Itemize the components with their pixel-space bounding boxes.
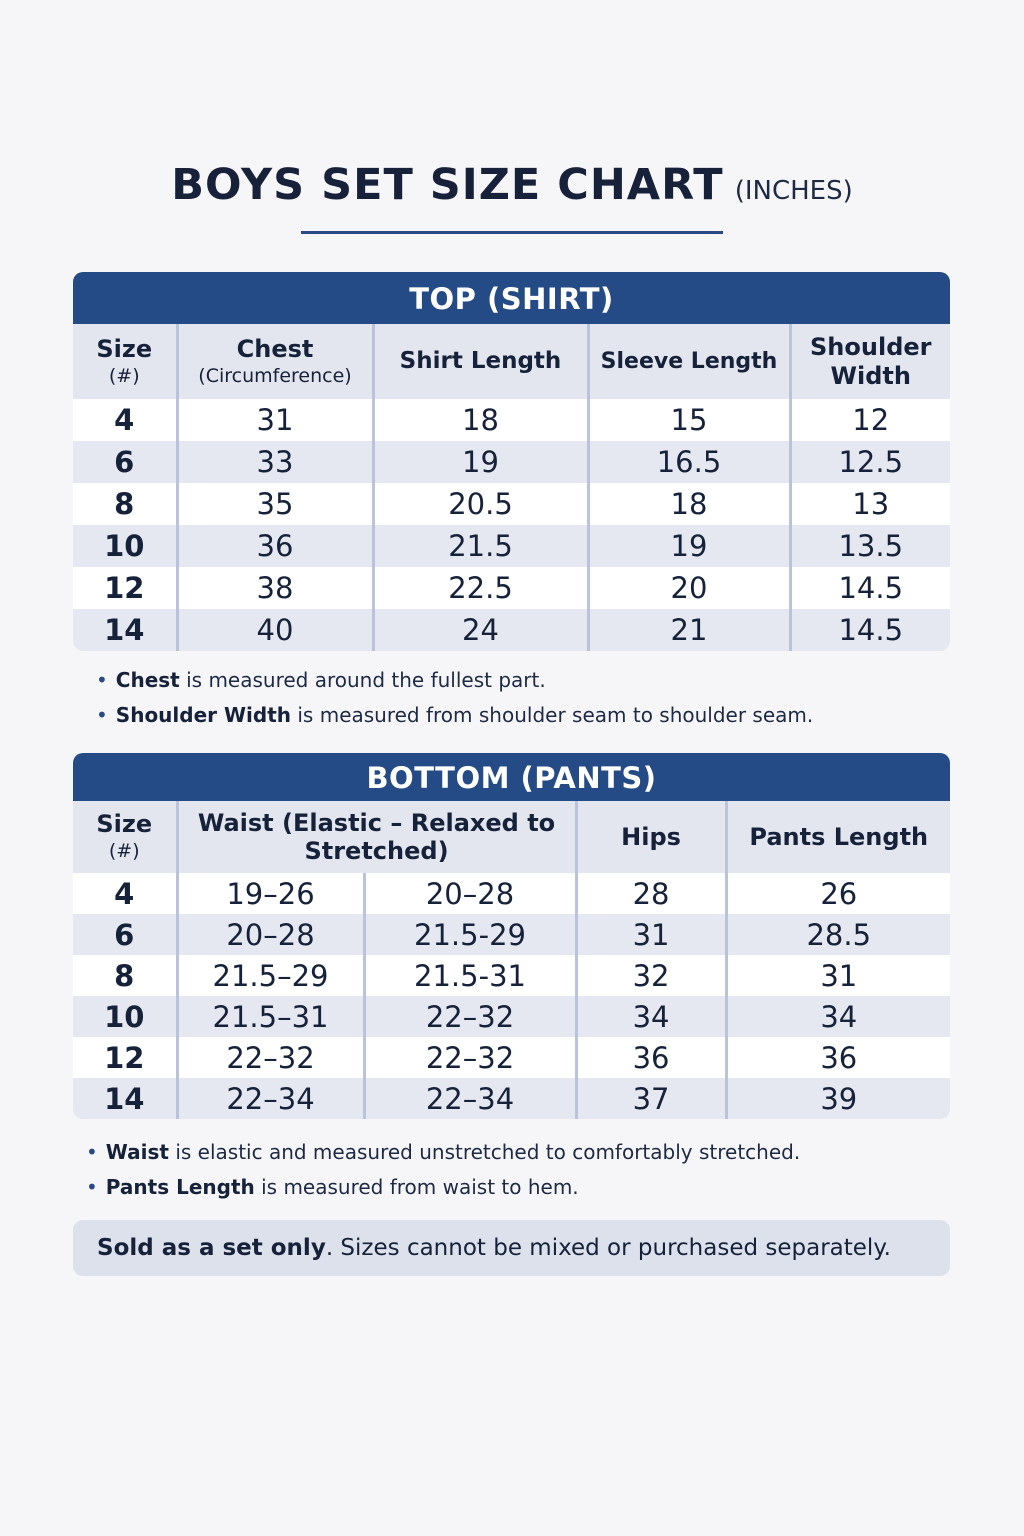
value-cell: 40 [177, 609, 373, 651]
value-cell: 15 [588, 399, 790, 441]
col-size: Size (#) [73, 324, 177, 399]
value-cell: 18 [373, 399, 588, 441]
page-title [0, 160, 1024, 210]
table-row [73, 567, 950, 609]
note-chest: • Chest is measured around the fullest part. [96, 668, 546, 692]
value-cell: 33 [177, 441, 373, 483]
value-cell: 18 [588, 483, 790, 525]
table-row [73, 914, 950, 955]
bottom-pants-heading: BOTTOM (PANTS) [73, 753, 950, 801]
value-cell: 13.5 [790, 525, 950, 567]
value-cell: 26 [726, 873, 950, 914]
value-cell: 12.5 [790, 441, 950, 483]
value-cell: 36 [177, 525, 373, 567]
value-cell: 34 [726, 996, 950, 1037]
value-cell: 32 [576, 955, 726, 996]
table-row [73, 955, 950, 996]
col-shoulder-width: Shoulder Width [790, 324, 950, 399]
value-cell: 38 [177, 567, 373, 609]
value-cell: 20–28 [364, 873, 576, 914]
size-cell: 10 [73, 525, 177, 567]
bottom-table-body [73, 873, 950, 1119]
col-sleeve-length: Sleeve Length [588, 324, 790, 399]
col-pants-length: Pants Length [726, 801, 950, 873]
size-cell: 6 [73, 441, 177, 483]
size-cell: 12 [104, 1040, 145, 1075]
value-cell: 19–26 [177, 873, 364, 914]
size-cell: 14 [73, 1078, 177, 1119]
banner-strong: Sold as a set only [97, 1235, 326, 1261]
size-cell: 4 [114, 403, 135, 437]
banner-text: . Sizes cannot be mixed or purchased separately. [325, 1235, 891, 1261]
col-size: Size (#) [73, 801, 177, 873]
value-cell: 28 [576, 873, 726, 914]
size-cell: 4 [114, 876, 135, 911]
value-cell: 20.5 [373, 483, 588, 525]
title-underline [301, 231, 723, 234]
bottom-notes [86, 1135, 800, 1205]
note-shoulder-width: • Shoulder Width is measured from shoulder seam to shoulder seam. [96, 703, 814, 727]
value-cell: 24 [373, 609, 588, 651]
value-cell: 31 [576, 914, 726, 955]
value-cell: 34 [576, 996, 726, 1037]
value-cell: 21.5-31 [364, 955, 576, 996]
value-cell: 39 [726, 1078, 950, 1119]
value-cell: 21.5–29 [177, 955, 364, 996]
value-cell: 14.5 [790, 567, 950, 609]
value-cell: 37 [576, 1078, 726, 1119]
value-cell: 36 [576, 1037, 726, 1078]
size-cell: 8 [114, 958, 135, 993]
value-cell: 13 [790, 483, 950, 525]
top-header-row [73, 324, 950, 399]
note-waist: • Waist is elastic and measured unstretched to comfortably stretched. [86, 1140, 801, 1164]
value-cell: 31 [726, 955, 950, 996]
value-cell: 22–32 [364, 996, 576, 1037]
table-row [73, 609, 950, 651]
table-row [73, 441, 950, 483]
value-cell: 20–28 [177, 914, 364, 955]
title-main: BOYS SET SIZE CHART [171, 160, 724, 210]
col-waist: Waist (Elastic – Relaxed to Stretched) [177, 801, 576, 873]
bottom-size-table [73, 801, 950, 1119]
value-cell: 35 [177, 483, 373, 525]
top-size-table [73, 324, 950, 651]
table-row [73, 873, 950, 914]
table-row [73, 1037, 950, 1078]
value-cell: 14.5 [790, 609, 950, 651]
size-cell: 12 [104, 571, 145, 605]
top-notes [96, 663, 813, 733]
value-cell: 20 [588, 567, 790, 609]
value-cell: 21.5 [373, 525, 588, 567]
col-chest: Chest (Circumference) [177, 324, 373, 399]
value-cell: 16.5 [588, 441, 790, 483]
value-cell: 28.5 [726, 914, 950, 955]
table-row [73, 399, 950, 441]
bottom-header-row [73, 801, 950, 873]
size-cell: 10 [73, 996, 177, 1037]
top-shirt-card [73, 272, 950, 651]
title-unit: (INCHES) [734, 176, 853, 206]
value-cell: 31 [177, 399, 373, 441]
value-cell: 22–34 [177, 1078, 364, 1119]
bottom-pants-card [73, 753, 950, 1119]
top-shirt-heading: TOP (SHIRT) [73, 272, 950, 324]
table-row [73, 996, 950, 1037]
value-cell: 21 [588, 609, 790, 651]
size-cell: 14 [73, 609, 177, 651]
col-shirt-length: Shirt Length [373, 324, 588, 399]
value-cell: 22–34 [364, 1078, 576, 1119]
col-hips: Hips [576, 801, 726, 873]
value-cell: 22.5 [373, 567, 588, 609]
value-cell: 22–32 [364, 1037, 576, 1078]
top-table-body [73, 399, 950, 651]
value-cell: 21.5-29 [364, 914, 576, 955]
size-cell: 8 [114, 487, 135, 521]
value-cell: 19 [373, 441, 588, 483]
note-pants-length: • Pants Length is measured from waist to hem. [86, 1175, 579, 1199]
value-cell: 22–32 [177, 1037, 364, 1078]
table-row [73, 1078, 950, 1119]
table-row [73, 525, 950, 567]
table-row [73, 483, 950, 525]
value-cell: 19 [588, 525, 790, 567]
value-cell: 36 [726, 1037, 950, 1078]
value-cell: 12 [790, 399, 950, 441]
size-cell: 6 [73, 914, 177, 955]
set-only-banner [73, 1220, 950, 1276]
value-cell: 21.5–31 [177, 996, 364, 1037]
